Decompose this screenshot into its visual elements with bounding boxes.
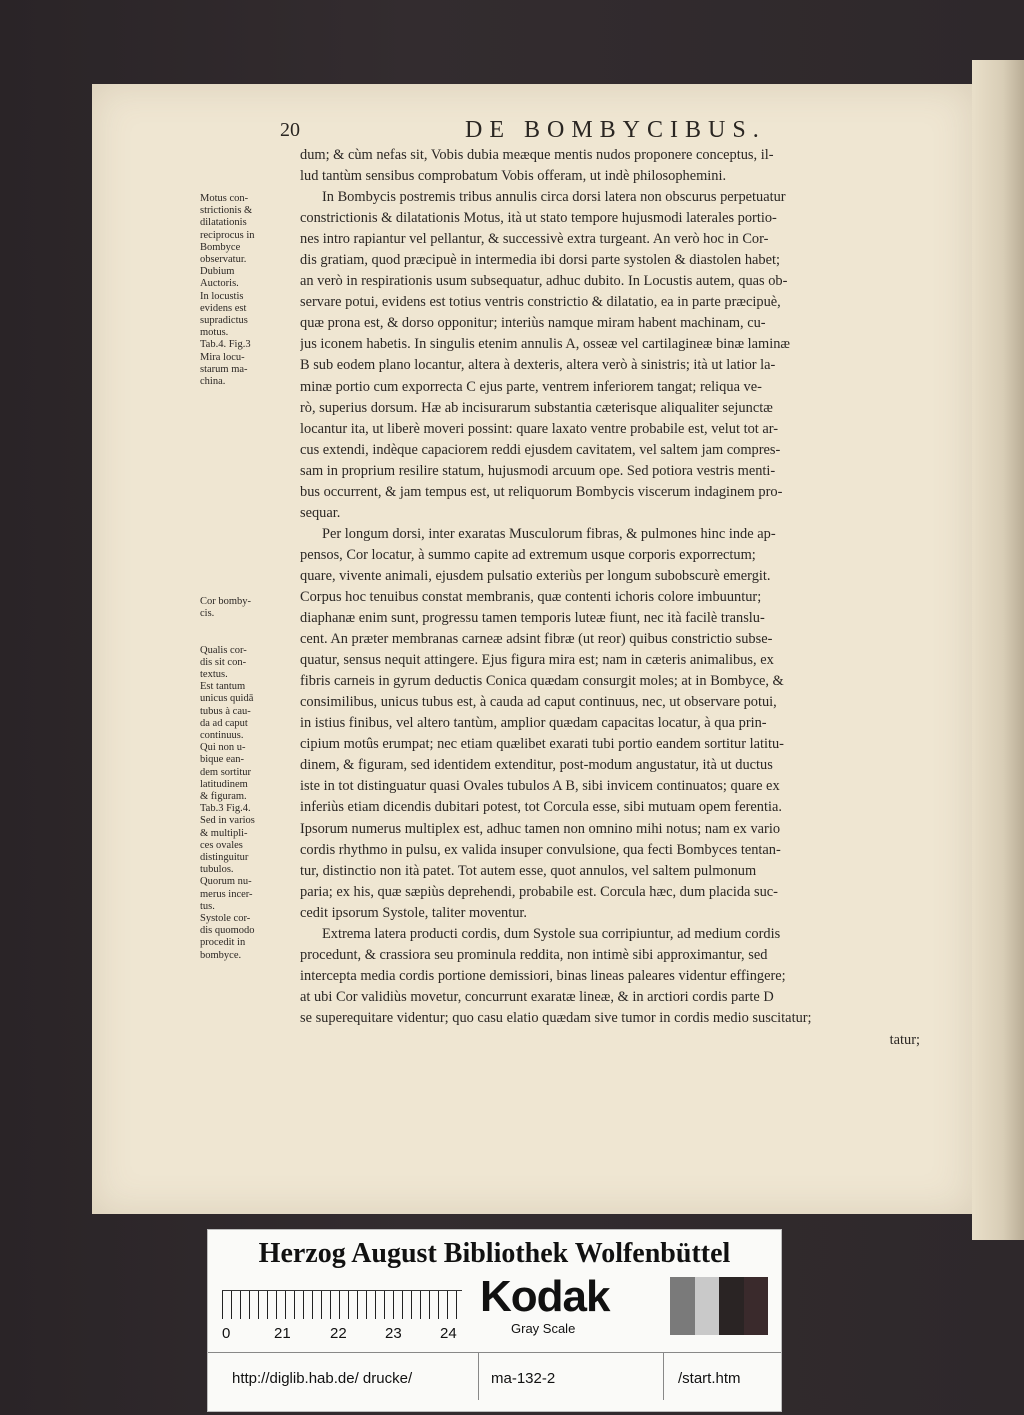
margin-note-line: china. [200,376,226,388]
margin-note-line: Motus con- [200,193,249,204]
text-line: bus occurrent, & jam tempus est, ut reliquorum Bombycis viscerum indaginem pro- [300,483,783,500]
margin-note-line: Quorum nu- [200,876,252,888]
margin-note-line: textus. [200,668,228,680]
margin-note-line: cis. [200,607,215,619]
margin-note-line: Systole cor- [200,912,251,924]
margin-note-line [200,522,296,534]
text-line: servare potui, evidens est totius ventris constrictio & dilatatio, ea in parte præcipuè, [300,294,781,311]
text-line: cent. An præter membranas carneæ adsint fibræ (ut reor) quibus constrictio subse- [300,631,773,648]
text-line: rò, superius dorsum. Hæ ab incisurarum substantia cæterisque aliqualiter sejunctæ [300,399,773,416]
margin-note-line [200,559,296,571]
margin-note-line [200,437,296,449]
text-line: sam in proprium resilire statum, hujusmodi arcuum ope. Sed potiora vestris menti- [300,462,776,479]
margin-note-line: Est tantum [200,681,246,693]
gray-swatch [744,1277,769,1335]
margin-note-line: & figuram. [200,790,247,802]
gray-swatch [695,1277,720,1335]
text-line: cus extendi, indèque capaciorem reddi ejusdem cavitatem, vel saltem jam compres- [300,441,781,458]
margin-note-line: tus. [200,900,215,912]
text-line: paria; ex his, quæ sæpiùs deprehendi, probabile est. Corcula hæc, dum placida suc- [300,883,778,900]
margin-note-line: ces ovales [200,839,243,851]
margin-note-line: tubus à cau- [200,705,251,717]
facing-page-edge [972,60,1024,1240]
text-line: quare, vivente animali, ejusdem pulsatio exteriùs per longum subobscurè emergit. [300,567,771,584]
text-line: Extrema latera producti cordis, dum Systole sua corripiuntur, ad medium cordis [322,925,781,942]
margin-note-line: latitudinem [200,778,248,790]
text-line: dis gratiam, quod præcipuè in intermedia ibi dorsi parte systolen & diastolen habet; [300,252,780,269]
margin-note-line [200,388,296,400]
text-line: in istius finibus, vel altero tantùm, amplior quædam capacitas locatur, à qua prin- [300,715,767,732]
ruler-labels [222,1325,462,1345]
page-number: 20 [280,119,300,141]
kodak-brand: Kodak [480,1272,610,1321]
margin-note-line [200,400,296,412]
text-line: cipium motûs erumpat; nec etiam quælibet exarati tubi portio eandem sortitur latitu- [300,736,784,753]
margin-note-line [200,413,296,425]
margin-note-line: bombyce. [200,949,242,961]
library-name: Herzog August Bibliothek Wolfenbüttel [258,1238,731,1269]
text-line: cedit ipsorum Systole, taliter moventur. [300,904,528,921]
margin-note-line: dis sit con- [200,656,247,668]
margin-note-line: dem sortitur [200,766,252,778]
start-file: /start.htm [678,1370,741,1387]
margin-note-line: Tab.4. Fig.3 [200,339,251,351]
text-line: Ipsorum numerus multiplex est, adhuc tamen non omnino mihi notus; nam ex vario [300,820,781,837]
catchword: tatur; [889,1032,920,1048]
label-divider [208,1352,781,1353]
text-line: diaphanæ enim sunt, progressu tamen temporis luteæ fiunt, nec ità facilè translu- [300,610,765,627]
margin-note-line: bique ean- [200,754,245,766]
margin-notes [200,193,296,962]
gray-scale-swatches [670,1277,768,1335]
margin-note-line [200,571,296,583]
margin-note-line: continuus. [200,729,244,741]
margin-note-line: Sed in varios [200,815,255,827]
margin-note-line [200,498,296,510]
text-line: Per longum dorsi, inter exaratas Musculorum fibras, & pulmones hinc inde ap- [322,525,776,542]
margin-note-line: observatur. [200,254,247,266]
text-line: inferiùs etiam dicendis dubitari potest, tot Corcula esse, sibi mutuam opem ferentia. [300,799,782,816]
text-line: cordis rhythmo in pulsu, ex valida insuper convulsione, qua fecti Bombyces tentan- [300,841,781,858]
margin-note-line: Dubium [200,266,235,278]
margin-note-line [200,535,296,547]
margin-note-line: Qualis cor- [200,644,247,656]
text-line: constrictionis & dilatationis Motus, ità ut stato tempore hujusmodi laterales portio- [300,210,777,227]
ruler-label: 0 [222,1325,231,1342]
margin-note-line: da ad caput [200,717,248,729]
margin-note-line: supradictus [200,315,248,327]
margin-note-line: dilatationis [200,217,247,229]
library-label-card [207,1229,782,1412]
text-line: jus iconem habetis. In singulis etenim annulis A, osseæ vel cartilagineæ binæ laminæ [300,336,791,353]
margin-note-line [200,486,296,498]
library-url: http://diglib.hab.de/ drucke/ [232,1370,413,1387]
margin-note-line: unicus quidā [200,693,254,705]
text-line: quatur, sensus nequit attingere. Ejus figura mira est; nam in cæteris animalibus, ex [300,652,774,669]
ruler-label: 22 [330,1325,347,1342]
margin-note-line: In locustis [200,290,244,302]
text-line: se superequitare videntur; quo casu elatio quædam sive tumor in cordis medio suscitatur; [300,1009,812,1026]
text-line: dinem, & figuram, sed identidem extenditur, post-modum angustatur, ità ut ductus [300,757,773,774]
label-divider [478,1352,479,1400]
text-line: tur, distinctio non ità patet. Tot autem esse, quot annulos, vel saltem pulmonum [300,862,757,879]
margin-note-line [200,461,296,473]
margin-note-line: Tab.3 Fig.4. [200,803,251,815]
text-line: minæ portio cum exporrecta C ejus parte, ventrem inferiorem tangat; reliqua ve- [300,378,762,395]
text-line: an verò in respirationis usum subsequatur, adhuc dubito. In Locustis autem, quas ob- [300,273,788,290]
ruler-label: 21 [274,1325,291,1342]
margin-note-line: procedit in [200,937,246,949]
text-line: lud tantùm sensibus comprobatum Vobis offeram, ut indè philosophemini. [300,168,727,185]
ruler-label: 23 [385,1325,402,1342]
text-line: procedunt, & crassiora seu prominula reddita, non intimè sibi approximantur, sed [300,946,768,963]
running-head [190,117,890,147]
text-line: locantur ita, ut liberè moveri possint: quare laxato ventre probabile est, velut tot ar- [300,420,779,437]
margin-note-line [200,584,296,596]
text-line: dum; & cùm nefas sit, Vobis dubia meæque mentis nudos proponere conceptus, il- [300,147,774,163]
margin-note-line: evidens est [200,302,247,314]
gray-swatch [670,1277,695,1335]
running-title: DE BOMBYCIBUS. [465,117,766,143]
margin-note-line: strictionis & [200,205,253,217]
margin-note-line: Bombyce [200,241,241,253]
margin-note-line: merus incer- [200,888,253,900]
margin-note-line: tubulos. [200,864,234,876]
text-line: fibris carneis in gyrum deductis Conica quædam consurgit moles; at in Bombyce, & [300,673,784,690]
text-line: intercepta media cordis portione demissiori, binas lineas paleares videntur effingere; [300,967,786,984]
text-line: B sub eodem plano locantur, altera à dexteris, altera verò à sinistris; ità ut latior la- [300,357,776,374]
text-line: Corpus hoc tenuibus constat membranis, quæ contenti ichoris colore imbuuntur; [300,588,762,605]
text-line: sequar. [300,504,341,521]
margin-note-line [200,547,296,559]
body-text [300,145,920,1029]
text-line: consimilibus, unicus tubus est, à cauda ad caput continuus, nec, ut observare potui, [300,694,777,711]
ruler-label: 24 [440,1325,457,1342]
ruler-scale [222,1290,462,1319]
margin-note-line [200,449,296,461]
text-line: In Bombycis postremis tribus annulis circa dorsi latera non obscurus perpetuatur [322,189,786,206]
margin-note-line [200,632,296,644]
margin-note-line [200,510,296,522]
text-line: quæ prona est, & dorso opponitur; interiùs namque miram habent machinam, cu- [300,315,766,332]
shelf-signature: ma-132-2 [491,1370,556,1387]
margin-note-line: Mira locu- [200,351,245,363]
margin-note-line [200,474,296,486]
margin-note-line: starum ma- [200,363,248,375]
margin-note-line: Qui non u- [200,742,246,754]
margin-note-line: motus. [200,327,229,339]
margin-note-line: reciprocus in [200,229,255,241]
margin-note-line: distinguitur [200,851,249,863]
margin-note-line: & multipli- [200,827,248,839]
margin-note-line [200,425,296,437]
text-line: nes intro rapiantur vel pellantur, & successivè extra turgeant. An verò hoc in Cor- [300,231,769,248]
text-line: iste in tot distinguatur quasi Ovales tubulos A B, sibi invicem continuatos; quare ex [300,778,780,795]
margin-note-line: Cor bomby- [200,595,252,607]
gray-scale-label: Gray Scale [511,1321,576,1336]
text-line: pensos, Cor locatur, à summo capite ad extremum usque corporis exporrectum; [300,546,756,563]
margin-note-line: Auctoris. [200,278,239,290]
gray-swatch [719,1277,744,1335]
margin-note-line: dis quomodo [200,925,255,937]
text-line: at ubi Cor validiùs movetur, concurrunt exaratæ lineæ, & in arctiori cordis parte D [300,988,774,1005]
margin-note-line [200,620,296,632]
label-divider [663,1352,664,1400]
